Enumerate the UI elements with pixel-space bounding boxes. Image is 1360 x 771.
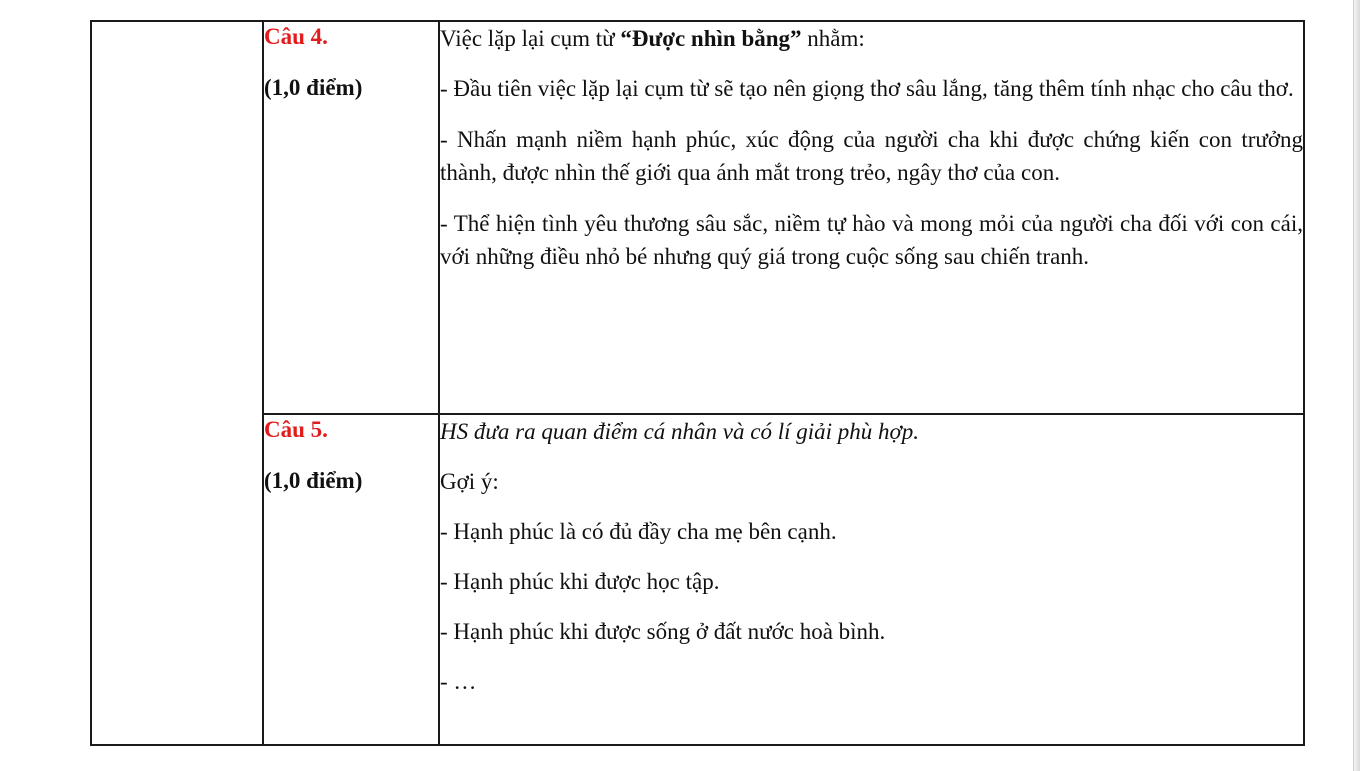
answer-4-intro-prefix: Việc lặp lại cụm từ bbox=[440, 26, 621, 51]
answer-5-point-2: - Hạnh phúc khi được học tập. bbox=[440, 569, 720, 594]
answer-5-point-3: - Hạnh phúc khi được sống ở đất nước hoà bình. bbox=[440, 619, 886, 644]
table-row-question-4 bbox=[91, 21, 1304, 414]
answer-4-cell bbox=[439, 21, 1304, 414]
answer-4-point-1: - Đầu tiên việc lặp lại cụm từ sẽ tạo nên giọng thơ sâu lắng, tăng thêm tính nhạc cho câu thơ. bbox=[440, 76, 1294, 101]
question-5-score: (1,0 điểm) bbox=[264, 468, 363, 493]
answer-table bbox=[90, 20, 1305, 746]
answer-4-intro-suffix: nhằm: bbox=[801, 26, 865, 51]
answer-4-point-3: - Thể hiện tình yêu thương sâu sắc, niềm tự hào và mong mỏi của người cha đối với con cái, với những điều nhỏ bé nhưng quý giá trong cuộc sống sau chiến tranh. bbox=[440, 211, 1303, 269]
table-row-question-5 bbox=[91, 414, 1304, 745]
page-edge-shadow bbox=[1353, 0, 1360, 771]
question-4-score: (1,0 điểm) bbox=[264, 75, 363, 100]
answer-5-point-4: - … bbox=[440, 669, 477, 694]
answer-5-cell bbox=[439, 414, 1304, 745]
answer-4-intro bbox=[440, 22, 1303, 55]
answer-4-intro-emphasis: “Được nhìn bằng” bbox=[620, 26, 802, 51]
question-4-title: Câu 4. bbox=[264, 24, 328, 49]
section-blank-cell bbox=[91, 21, 263, 745]
answer-5-instruction: HS đưa ra quan điểm cá nhân và có lí giải phù hợp. bbox=[440, 419, 920, 444]
question-5-title: Câu 5. bbox=[264, 417, 328, 442]
answer-5-hint-label: Gợi ý: bbox=[440, 469, 499, 494]
answer-5-point-1: - Hạnh phúc là có đủ đầy cha mẹ bên cạnh. bbox=[440, 519, 837, 544]
answer-4-point-2: - Nhấn mạnh niềm hạnh phúc, xúc động của người cha khi được chứng kiến con trưởng thành, được nhìn thế giới qua ánh mắt trong trẻo, ngây thơ của con. bbox=[440, 127, 1303, 185]
question-4-cell bbox=[263, 21, 439, 414]
question-5-cell bbox=[263, 414, 439, 745]
